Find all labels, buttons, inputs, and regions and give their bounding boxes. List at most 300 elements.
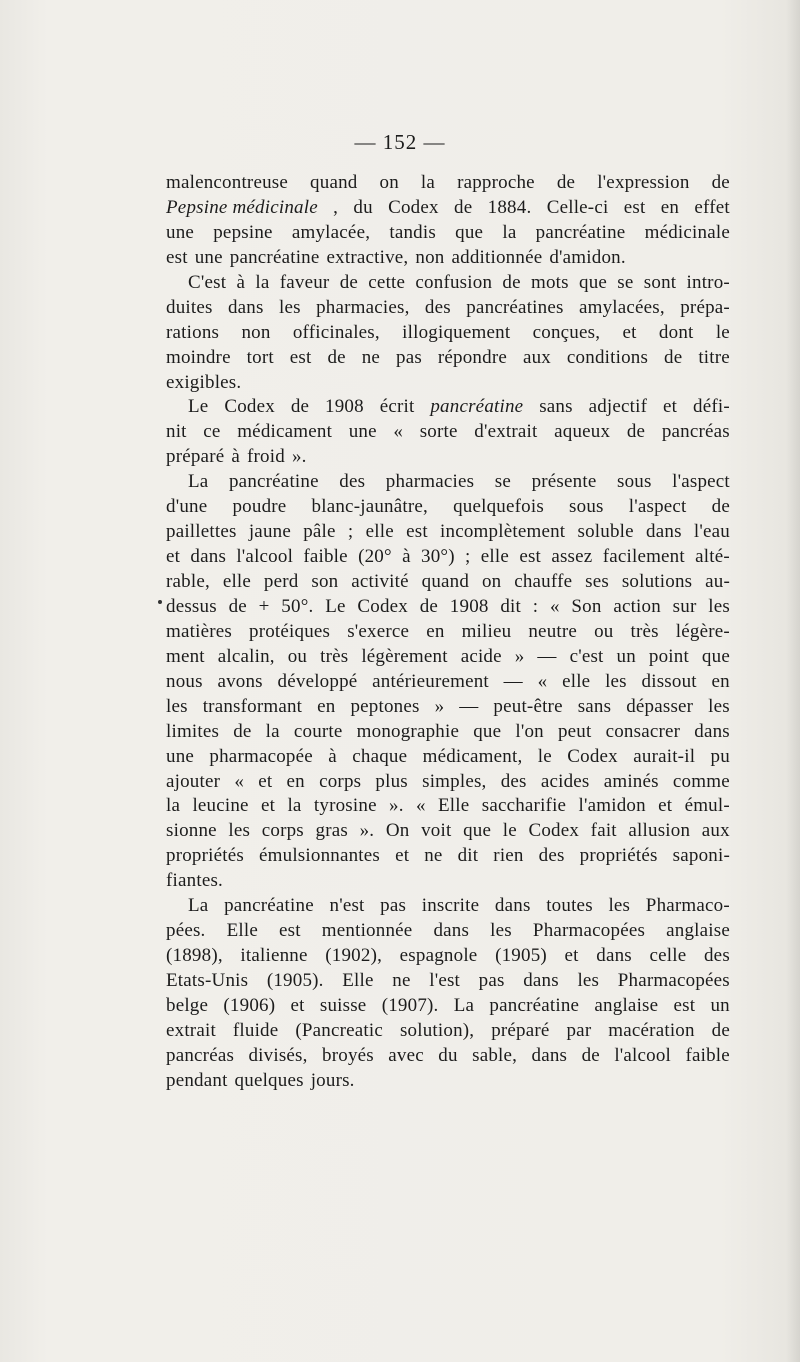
- word: Pharmaco-: [645, 895, 730, 917]
- word: l'alcool: [614, 1044, 672, 1066]
- word: (1905).: [266, 970, 324, 991]
- word: faible: [685, 1044, 730, 1066]
- word: que: [579, 271, 608, 293]
- word: dans: [494, 895, 531, 917]
- word: de: [327, 346, 346, 368]
- word: aux: [522, 346, 551, 368]
- word: de: [556, 172, 576, 193]
- word: de: [581, 1044, 600, 1066]
- text-line: [166, 420, 730, 445]
- word: sans: [577, 695, 612, 717]
- word: le: [715, 321, 730, 343]
- word: pas: [380, 895, 407, 917]
- word: d'extrait: [474, 421, 538, 443]
- word: monographie: [356, 720, 460, 742]
- word: n'est: [329, 895, 365, 917]
- word: pées.: [166, 920, 206, 942]
- word: se: [494, 471, 512, 493]
- word: pancréatine: [535, 221, 626, 243]
- text-line: [166, 371, 730, 396]
- word: en: [660, 196, 680, 218]
- word: saccharifie: [481, 795, 567, 817]
- word: On: [385, 820, 410, 842]
- word: rations: [166, 321, 220, 343]
- word: sous: [617, 471, 652, 493]
- text-line: [166, 346, 730, 371]
- word: rien: [493, 845, 524, 867]
- word: dont: [658, 321, 694, 343]
- word: quelquefois: [453, 496, 544, 518]
- word: simples,: [422, 770, 487, 792]
- word: courte: [293, 720, 343, 742]
- word: que: [463, 820, 492, 842]
- word: pancréatine: [229, 246, 320, 268]
- text-line: [166, 1044, 730, 1069]
- word: Le: [188, 396, 209, 418]
- text-line: [166, 1069, 730, 1094]
- word: nit: [166, 421, 187, 443]
- word: ne: [361, 346, 381, 368]
- word: d'une: [166, 496, 208, 518]
- word: exigibles.: [166, 371, 242, 393]
- word: action: [613, 595, 661, 617]
- word: dans: [523, 970, 559, 991]
- word: sionne: [166, 820, 217, 842]
- word: La: [453, 994, 475, 1016]
- word: (1905): [495, 945, 547, 967]
- word: »: [434, 695, 445, 717]
- word: poudre: [232, 496, 287, 518]
- word: »: [514, 645, 525, 667]
- word: le: [537, 745, 552, 767]
- word: Son: [571, 595, 602, 617]
- word: la: [287, 795, 302, 817]
- word: alcalin,: [217, 645, 275, 667]
- word: fluide: [232, 1019, 279, 1041]
- word: les: [605, 670, 627, 692]
- text-line: [166, 395, 730, 420]
- word: antérieurement: [372, 670, 489, 692]
- word: Pharmacopées: [532, 920, 646, 942]
- word: ,: [333, 196, 339, 218]
- word: aminés: [603, 770, 659, 792]
- word: médicament,: [422, 745, 523, 767]
- word: des: [424, 296, 451, 318]
- word: toutes: [546, 895, 593, 917]
- word: dans: [433, 920, 470, 942]
- word: conditions: [566, 346, 649, 368]
- word: de: [228, 595, 247, 617]
- word: une: [166, 745, 195, 767]
- word: l'on: [515, 720, 544, 742]
- word: voit: [421, 820, 452, 842]
- word: extrait: [166, 1019, 216, 1041]
- word: médicament: [237, 421, 333, 443]
- word: pharmacies,: [316, 296, 410, 318]
- text-line: [166, 645, 730, 670]
- word: fait: [590, 820, 617, 842]
- word: en: [711, 670, 730, 692]
- text-line: [166, 221, 730, 246]
- word: l'eau: [693, 521, 730, 543]
- word: dans: [190, 546, 227, 568]
- word: de: [664, 346, 683, 368]
- word: une: [348, 421, 377, 443]
- text-line: [166, 246, 730, 271]
- word: neutre: [528, 620, 578, 642]
- word: les: [278, 296, 301, 318]
- word: (20°: [358, 546, 392, 568]
- word: Celle-ci: [546, 196, 609, 218]
- word: peptones: [350, 695, 420, 717]
- word: pu: [710, 745, 730, 767]
- word: solution),: [399, 1019, 475, 1041]
- word: très: [320, 645, 349, 667]
- word: jours.: [310, 1069, 355, 1091]
- word: perd: [263, 571, 299, 592]
- word: —: [503, 670, 523, 692]
- word: anglaise: [594, 994, 659, 1016]
- word: extractive,: [326, 246, 409, 268]
- word: sur: [672, 595, 697, 617]
- text-line: [166, 1019, 730, 1044]
- word: acides: [540, 770, 590, 792]
- word: à: [402, 546, 411, 568]
- word: Codex: [224, 396, 275, 418]
- word: l'expression: [597, 172, 690, 193]
- word: en: [317, 695, 336, 717]
- word: ce: [203, 421, 221, 443]
- text-line: [166, 819, 730, 844]
- word: aurait-il: [633, 745, 696, 767]
- word: et: [564, 945, 579, 967]
- word: à: [236, 271, 246, 293]
- word: que: [701, 645, 730, 667]
- word: les: [708, 595, 730, 617]
- word: Codex: [567, 745, 618, 767]
- word: quand: [421, 571, 470, 592]
- word: légère-: [675, 620, 730, 642]
- word: pepsine: [213, 221, 273, 243]
- word: Pepsine médicinale: [166, 196, 318, 218]
- word: alté-: [695, 546, 730, 568]
- word: 1908: [449, 595, 489, 617]
- word: est: [406, 521, 428, 543]
- word: soluble: [577, 521, 634, 543]
- word: préparé: [491, 1019, 550, 1041]
- word: solutions: [621, 571, 693, 592]
- word: un: [616, 645, 636, 667]
- word: (1902),: [325, 945, 383, 967]
- word: préparé: [166, 446, 225, 468]
- word: Elle: [438, 795, 470, 817]
- text-line: [166, 470, 730, 495]
- word: duites: [166, 296, 213, 318]
- word: sans: [539, 396, 573, 418]
- word: incomplètement: [440, 521, 566, 543]
- word: ;: [347, 521, 354, 543]
- word: Elle: [226, 920, 258, 942]
- word: du: [438, 1044, 458, 1066]
- word: l'est: [429, 970, 461, 991]
- word: jaune: [248, 521, 291, 543]
- word: effet: [694, 196, 730, 218]
- word: «: [537, 670, 548, 692]
- word: à: [328, 745, 337, 767]
- word: non: [415, 246, 445, 268]
- word: titre: [698, 346, 730, 368]
- word: Elle: [342, 970, 374, 991]
- word: et: [622, 321, 637, 343]
- word: fiantes.: [166, 870, 223, 892]
- text-line: [166, 844, 730, 869]
- word: conçues,: [532, 321, 601, 343]
- text-line: [166, 595, 730, 620]
- word: consacrer: [605, 720, 681, 742]
- word: aqueux: [554, 421, 611, 443]
- word: dans: [596, 945, 632, 967]
- word: propriétés: [166, 845, 244, 867]
- word: (1898),: [166, 945, 223, 967]
- word: défi-: [693, 396, 730, 418]
- word: se: [617, 271, 634, 293]
- word: l'aspect: [628, 496, 687, 518]
- word: de: [290, 396, 310, 418]
- word: ».: [359, 820, 375, 842]
- word: présente: [531, 471, 597, 493]
- word: et: [290, 994, 305, 1016]
- word: belge: [166, 994, 209, 1016]
- word: les: [608, 895, 631, 917]
- word: en: [426, 620, 445, 642]
- word: dit: [500, 595, 522, 617]
- word: pancréatine: [228, 471, 319, 493]
- text-line: [166, 720, 730, 745]
- word: transformant: [202, 695, 303, 717]
- word: macération: [608, 1019, 695, 1041]
- word: est: [673, 994, 696, 1016]
- word: comme: [672, 770, 730, 792]
- word: mentionnée: [321, 920, 413, 942]
- word: amylacées,: [578, 296, 665, 318]
- word: adjectif: [588, 396, 648, 418]
- word: pendant: [166, 1069, 228, 1091]
- word: émul-: [684, 795, 730, 817]
- word: ajouter: [166, 770, 221, 792]
- word: —: [537, 645, 557, 667]
- word: et: [658, 795, 673, 817]
- text-line: [166, 670, 730, 695]
- word: mots: [530, 271, 569, 293]
- word: de: [711, 172, 730, 193]
- word: avons: [217, 670, 263, 692]
- word: espagnole: [399, 945, 478, 967]
- word: milieu: [461, 620, 512, 642]
- word: au-: [705, 571, 730, 592]
- word: inscrite: [421, 895, 480, 917]
- word: d'amidon.: [549, 246, 626, 268]
- text-line: [166, 944, 730, 969]
- word: 1884.: [487, 196, 532, 218]
- word: tandis: [389, 221, 436, 243]
- word: ses: [585, 571, 609, 592]
- word: pâle: [303, 521, 336, 543]
- word: médicinale: [644, 221, 730, 243]
- word: «: [549, 595, 560, 617]
- word: quand: [310, 172, 358, 193]
- word: broyés: [322, 1044, 374, 1066]
- word: des: [703, 945, 730, 967]
- word: et: [166, 546, 181, 568]
- word: tort: [246, 346, 274, 368]
- word: un: [710, 994, 730, 1016]
- word: le: [502, 820, 517, 842]
- word: peut: [557, 720, 592, 742]
- body-text: [166, 171, 730, 1094]
- word: (1906): [223, 994, 276, 1016]
- word: C'est: [188, 271, 227, 293]
- word: celle: [649, 945, 687, 967]
- word: prépa-: [680, 296, 730, 318]
- text-line: [166, 794, 730, 819]
- word: faveur: [279, 271, 330, 293]
- word: dissout: [641, 670, 697, 692]
- word: 50°.: [281, 595, 314, 617]
- word: s'exerce: [347, 620, 410, 642]
- word: italienne: [240, 945, 308, 967]
- word: l'alcool: [236, 546, 294, 568]
- word: additionnée: [451, 246, 543, 268]
- word: corps: [319, 770, 362, 792]
- word: par: [566, 1019, 592, 1041]
- word: quelques: [234, 1069, 304, 1091]
- word: dans: [531, 1044, 568, 1066]
- word: La: [188, 471, 209, 493]
- text-line: [166, 445, 730, 470]
- word: «: [393, 421, 404, 443]
- word: assez: [551, 546, 593, 568]
- word: des: [500, 770, 527, 792]
- word: sont: [643, 271, 677, 293]
- word: +: [258, 595, 270, 617]
- word: Codex: [388, 196, 439, 218]
- word: 1908: [325, 396, 364, 418]
- word: la: [420, 172, 436, 193]
- word: (1907).: [381, 994, 439, 1016]
- word: les: [708, 695, 730, 717]
- word: acide: [460, 645, 502, 667]
- word: «: [234, 770, 245, 792]
- word: elle: [562, 670, 591, 692]
- word: 30°): [421, 546, 455, 568]
- word: et: [663, 396, 678, 418]
- word: «: [415, 795, 426, 817]
- word: Pharmacopées: [617, 970, 730, 991]
- word: les: [228, 820, 251, 842]
- word: leucine: [192, 795, 249, 817]
- word: développé: [277, 670, 358, 692]
- text-line: [166, 770, 730, 795]
- word: saponi-: [672, 845, 730, 867]
- word: la: [166, 795, 181, 817]
- word: on: [481, 571, 502, 592]
- text-line: [166, 894, 730, 919]
- word: dans: [227, 296, 264, 318]
- word: pancréatine: [489, 994, 580, 1016]
- word: sable,: [472, 1044, 518, 1066]
- word: écrit: [379, 396, 415, 418]
- word: matières: [166, 620, 232, 642]
- word: paillettes: [166, 521, 237, 543]
- page-edge-shadow: [786, 0, 800, 1362]
- text-line: [166, 695, 730, 720]
- text-line: [166, 321, 730, 346]
- word: propriétés: [579, 845, 658, 867]
- word: elle: [480, 546, 510, 568]
- word: les: [577, 970, 600, 991]
- word: confusion: [415, 271, 493, 293]
- word: et: [261, 795, 276, 817]
- word: dépasser: [626, 695, 694, 717]
- word: pas: [478, 970, 505, 991]
- word: ».: [389, 795, 404, 817]
- word: chaque: [352, 745, 408, 767]
- word: de: [454, 196, 473, 218]
- word: est: [519, 546, 542, 568]
- word: de: [711, 1019, 730, 1041]
- text-line: [166, 171, 730, 196]
- word: divisés,: [248, 1044, 308, 1066]
- word: chauffe: [514, 571, 573, 592]
- word: Codex: [357, 595, 408, 617]
- word: aux: [701, 820, 730, 842]
- word: avec: [388, 1044, 424, 1066]
- word: faible: [303, 546, 348, 568]
- word: dans: [646, 521, 682, 543]
- word: Etats-Unis: [166, 970, 249, 991]
- word: allusion: [628, 820, 691, 842]
- word: pancréatine: [224, 895, 314, 917]
- word: :: [532, 595, 539, 617]
- word: rapproche: [457, 172, 535, 193]
- word: les: [490, 920, 512, 942]
- word: du: [353, 196, 373, 218]
- word: malencontreuse: [166, 172, 289, 193]
- word: est: [279, 920, 301, 942]
- word: dessus: [166, 595, 217, 617]
- word: pancréatines: [466, 296, 564, 318]
- word: tyrosine: [313, 795, 377, 817]
- page-number: — 152 —: [354, 130, 446, 154]
- word: cette: [368, 271, 406, 293]
- word: sorte: [419, 421, 458, 443]
- word: sous: [569, 496, 604, 518]
- text-line: [166, 495, 730, 520]
- text-line: [166, 271, 730, 296]
- word: pancréas: [166, 1044, 235, 1066]
- word: de: [233, 720, 252, 742]
- word: La: [188, 895, 209, 917]
- text-line: [166, 520, 730, 545]
- word: c'est: [569, 645, 604, 667]
- word: facilement: [602, 546, 685, 568]
- word: ne: [424, 845, 443, 867]
- word: amylacée,: [291, 221, 371, 243]
- word: officinales,: [292, 321, 380, 343]
- word: ou: [287, 645, 308, 667]
- word: ment: [166, 645, 205, 667]
- word: répondre: [437, 346, 507, 368]
